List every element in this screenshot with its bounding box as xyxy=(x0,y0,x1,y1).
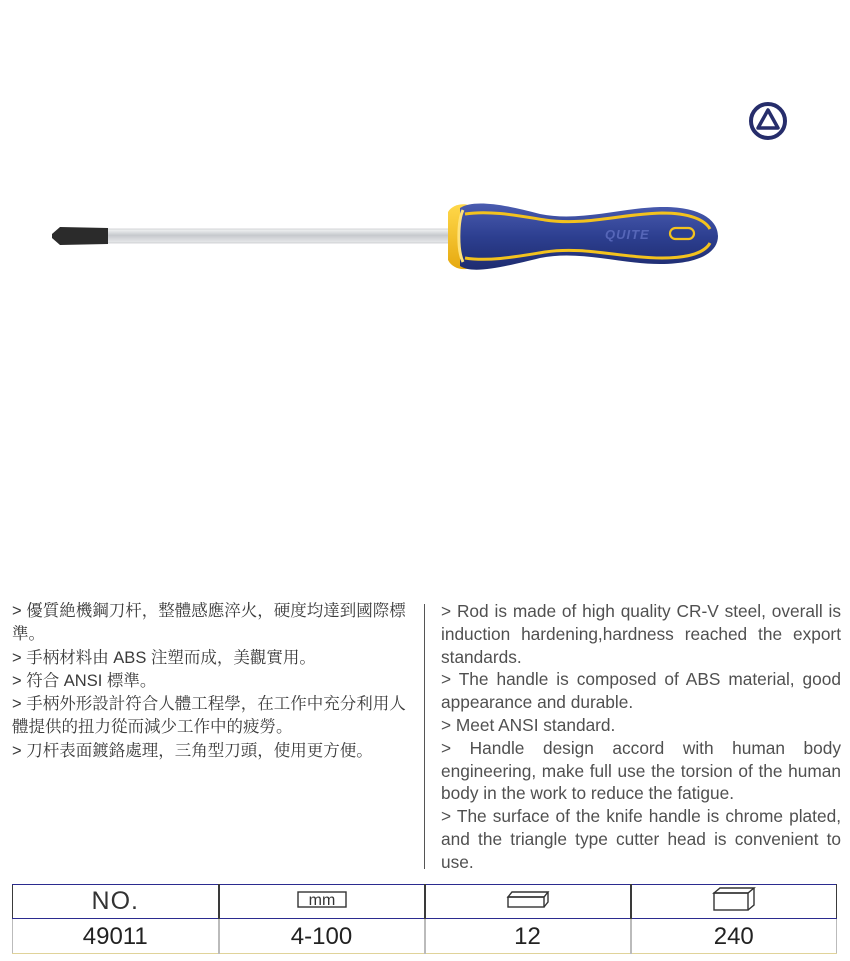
value-thickness: 12 xyxy=(425,919,631,954)
mm-label: mm xyxy=(308,892,335,909)
en-item: > Meet ANSI standard. xyxy=(441,714,616,735)
shaft xyxy=(74,229,452,243)
en-item: > Handle design accord with human body engineering, make full use the torsion of the human body in the work to reduce the fatigue. xyxy=(441,737,841,804)
value-no: 49011 xyxy=(13,919,219,954)
en-item: > The handle is composed of ABS material, good appearance and durable. xyxy=(441,669,841,713)
column-divider xyxy=(424,604,425,869)
en-item: > Rod is made of high quality CR-V steel, overall is induction hardening,hardness reached the export standards. xyxy=(441,601,841,667)
mm-unit-icon xyxy=(296,889,348,909)
thin-block-icon xyxy=(504,888,552,910)
zh-item: > 手柄材料由 ABS 注塑而成，美觀實用。 xyxy=(12,648,316,667)
header-mm xyxy=(219,885,425,919)
en-item: > The surface of the knife handle is chrome plated, and the triangle type cutter head is convenient to use. xyxy=(441,806,841,872)
zh-item: > 符合 ANSI 標準。 xyxy=(12,671,157,690)
spec-header-row xyxy=(13,885,837,919)
zh-item: > 刀杆表面鍍鉻處理，三角型刀頭，使用更方便。 xyxy=(12,741,373,760)
hang-hole xyxy=(670,228,694,239)
tip xyxy=(52,227,108,245)
description-chinese xyxy=(12,600,412,763)
spec-value-row xyxy=(13,919,837,954)
header-length xyxy=(631,885,837,919)
header-no xyxy=(13,885,219,919)
value-mm: 4-100 xyxy=(219,919,425,954)
spec-table xyxy=(12,884,837,954)
description-english xyxy=(441,600,841,874)
no-label: NO. xyxy=(91,887,139,915)
box-length-icon xyxy=(710,885,758,913)
value-length: 240 xyxy=(631,919,837,954)
zh-item: > 優質絶機鋼刀杆，整體感應淬火，硬度均達到國際標準。 xyxy=(12,602,406,644)
header-thickness xyxy=(425,885,631,919)
screwdriver-illustration xyxy=(0,0,850,320)
triangle-in-circle-icon xyxy=(751,104,785,138)
zh-item: > 手柄外形設計符合人體工程學，在工作中充分利用人體提供的扭力從而減少工作中的疲勞。 xyxy=(12,695,406,737)
handle-brand-text: QUITE xyxy=(605,227,650,242)
